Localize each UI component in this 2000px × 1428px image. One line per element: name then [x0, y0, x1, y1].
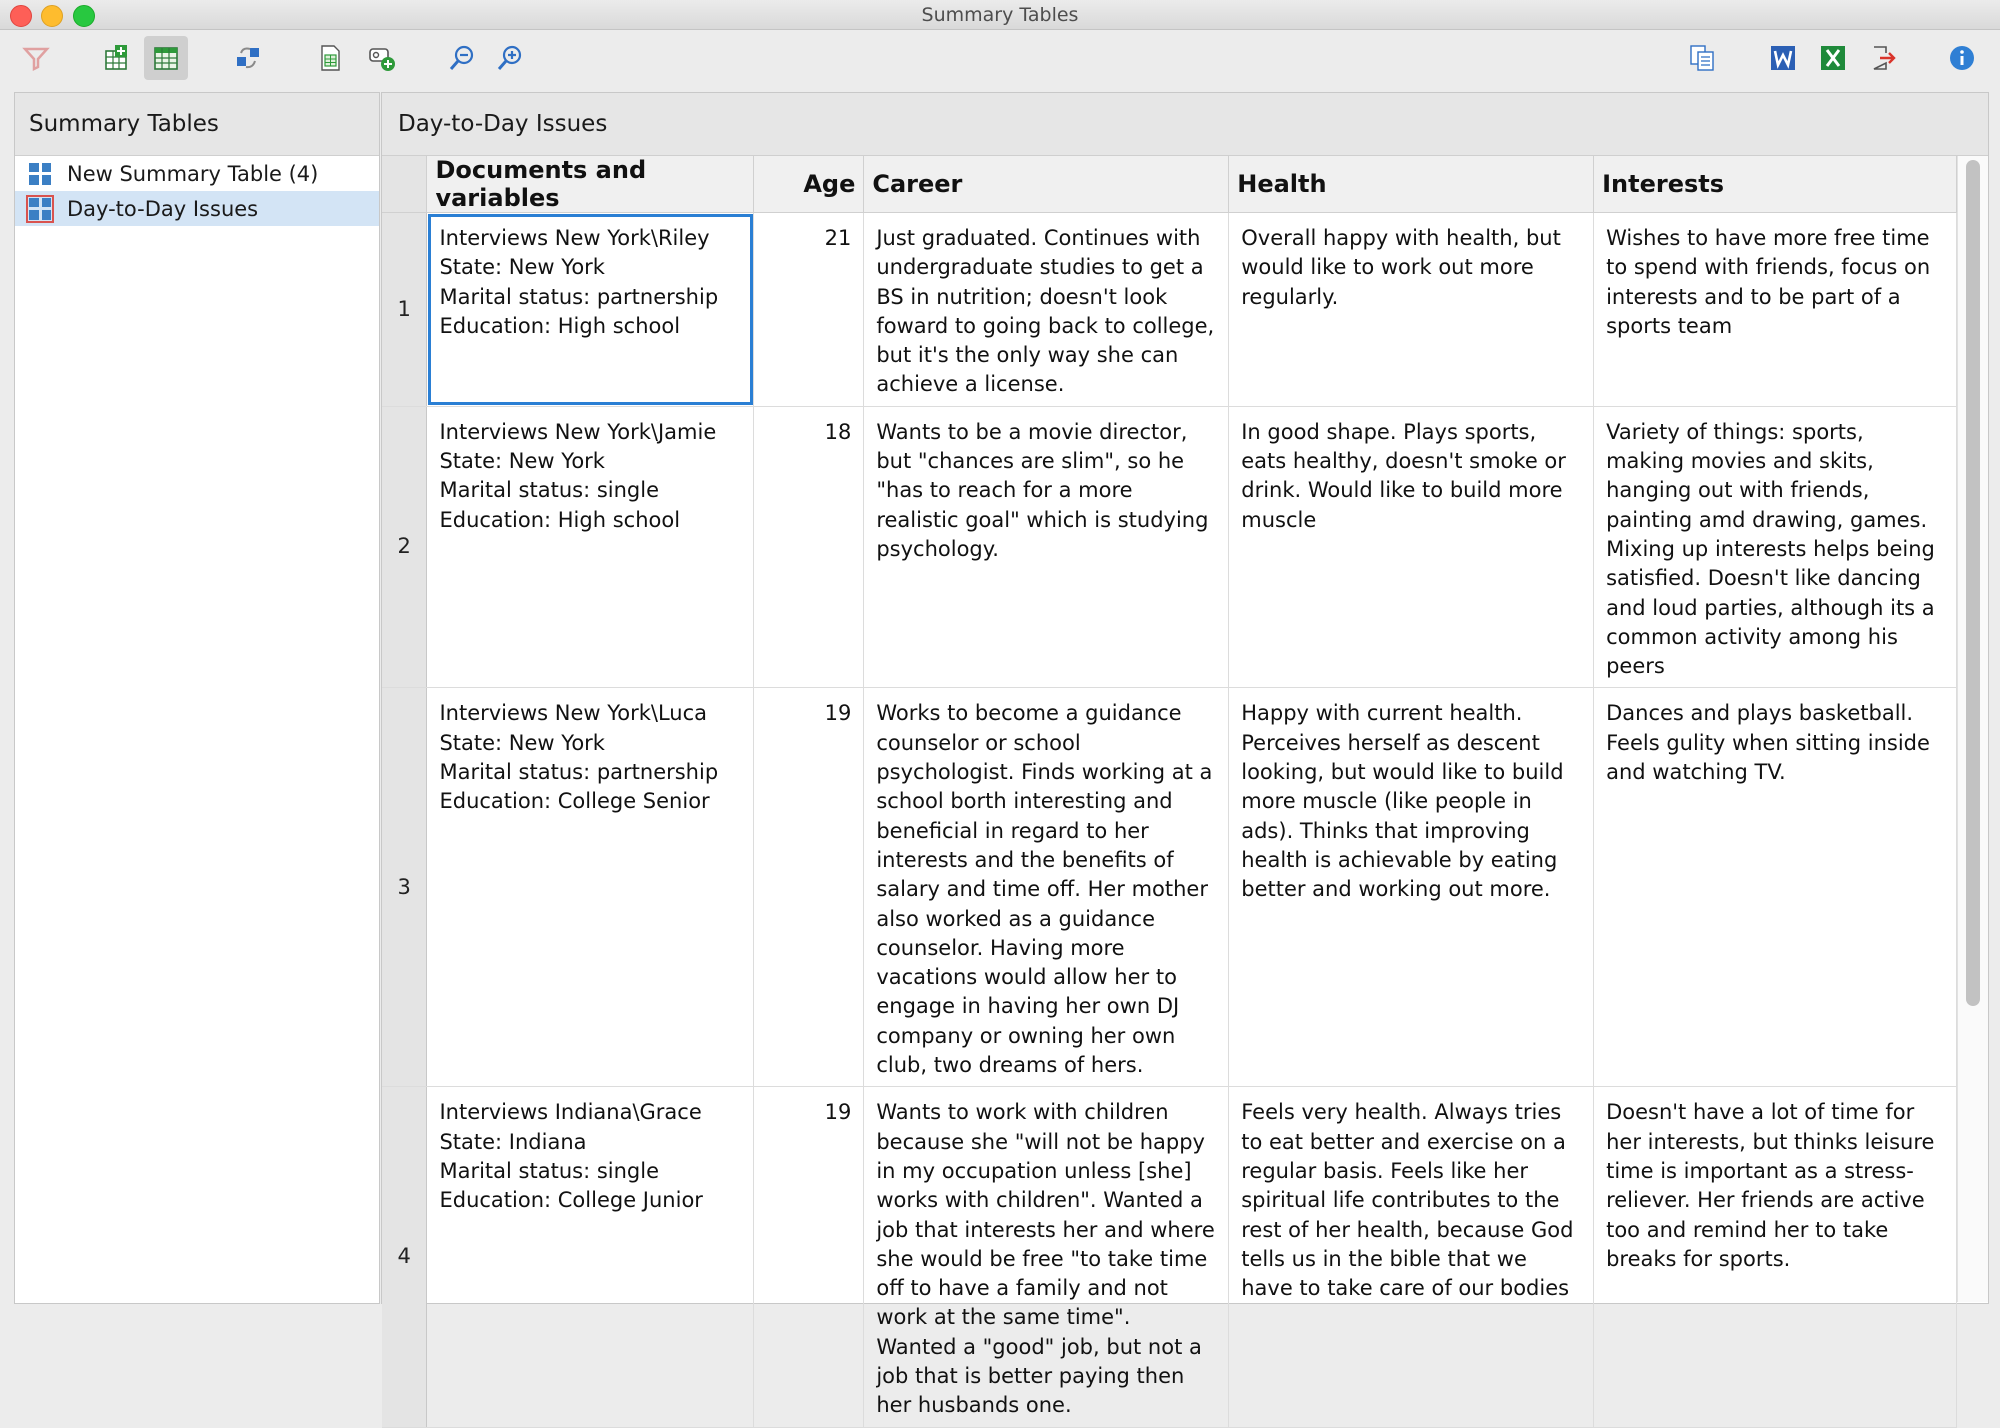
column-header-interests[interactable]: Interests: [1594, 156, 1957, 213]
panel-header: Summary Tables: [15, 93, 379, 156]
tree-item-new-summary-table[interactable]: [15, 156, 379, 191]
row-number[interactable]: 4: [382, 1087, 427, 1427]
row-number[interactable]: 2: [382, 406, 427, 688]
column-header-health[interactable]: Health: [1229, 156, 1594, 213]
career-cell[interactable]: Wants to work with children because she "will not be happy in my occupation unless [she] works with children". Wanted a job that interests her and where she would be free "to take time off to have a family and not work at the same time". Wanted a "good" job, but not a job that is better paying then her husbands one.: [864, 1087, 1229, 1427]
exit-export-button[interactable]: [1861, 36, 1905, 80]
interests-cell[interactable]: Dances and plays basketball. Feels gulity when sitting inside and watching TV.: [1594, 688, 1957, 1087]
education-variable: Education: College Junior: [439, 1188, 703, 1213]
marital-variable: Marital status: single: [439, 1158, 659, 1183]
info-icon: [1947, 43, 1977, 73]
info-button[interactable]: [1940, 36, 1984, 80]
marital-variable: Marital status: single: [439, 478, 659, 503]
header-row: [382, 156, 1957, 213]
career-cell[interactable]: Just graduated. Continues with undergraduate studies to get a BS in nutrition; doesn't look foward to going back to college, but it's the only way she can achieve a license.: [864, 213, 1229, 407]
table-title: Day-to-Day Issues: [382, 93, 1988, 156]
state-variable: State: New York: [439, 255, 605, 280]
zoom-out-button[interactable]: [440, 36, 484, 80]
summary-table: [382, 156, 1957, 1428]
health-cell[interactable]: In good shape. Plays sports, eats healthy, doesn't smoke or drink. Would like to build more muscle: [1229, 406, 1594, 688]
documents-cell[interactable]: [427, 688, 754, 1087]
table-row: [382, 1087, 1957, 1427]
add-table-icon: [101, 43, 131, 73]
word-export-icon: [1768, 43, 1798, 73]
interests-cell[interactable]: Doesn't have a lot of time for her interests, but thinks leisure time is important as a stress-reliever. Her friends are active too and remind her to take breaks for sports.: [1594, 1087, 1957, 1427]
health-cell[interactable]: Happy with current health. Perceives herself as descent looking, but would like to build more muscle (like people in ads). Thinks that improving health is achievable by eating better and working out more.: [1229, 688, 1594, 1087]
row-number[interactable]: 3: [382, 688, 427, 1087]
education-variable: Education: College Senior: [439, 789, 710, 814]
document-name: Interviews New York\Jamie: [439, 419, 717, 444]
education-variable: Education: High school: [439, 507, 681, 532]
swap-button[interactable]: [226, 36, 270, 80]
marital-variable: Marital status: partnership: [439, 284, 719, 309]
add-link-button[interactable]: [360, 36, 404, 80]
interests-cell[interactable]: Variety of things: sports, making movies and skits, hanging out with friends, painting amd drawing, games. Mixing up interests helps being satisfied. Doesn't like dancing and loud parties, although its a common activity among his peers: [1594, 406, 1957, 688]
zoom-in-icon: [495, 43, 525, 73]
exit-export-icon: [1868, 43, 1898, 73]
column-header-career[interactable]: Career: [864, 156, 1229, 213]
row-number[interactable]: 1: [382, 213, 427, 407]
column-header-age[interactable]: Age: [754, 156, 864, 213]
age-cell[interactable]: 21: [754, 213, 864, 407]
tree-item-label: New Summary Table (4): [67, 161, 319, 186]
table-row: [382, 406, 1957, 688]
documents-cell[interactable]: [427, 406, 754, 688]
summary-grid: [382, 156, 1957, 1418]
health-cell[interactable]: Feels very health. Always tries to eat better and exercise on a regular basis. Feels like her spiritual life contributes to the rest of her health, because God tells us in the bible that we have to take care of our bodies: [1229, 1087, 1594, 1427]
state-variable: State: New York: [439, 449, 605, 474]
swap-icon: [233, 43, 263, 73]
table-view-icon: [151, 43, 181, 73]
zoom-in-button[interactable]: [488, 36, 532, 80]
age-cell[interactable]: 19: [754, 688, 864, 1087]
interests-cell[interactable]: Wishes to have more free time to spend with friends, focus on interests and to be part of a sports team: [1594, 213, 1957, 407]
career-cell[interactable]: Wants to be a movie director, but "chances are slim", so he "has to reach for a more realistic goal" which is studying psychology.: [864, 406, 1229, 688]
excel-export-button[interactable]: [1811, 36, 1855, 80]
documents-cell[interactable]: [427, 213, 754, 407]
corner-cell[interactable]: [382, 156, 427, 213]
word-export-button[interactable]: [1761, 36, 1805, 80]
state-variable: State: New York: [439, 730, 605, 755]
toolbar: [0, 30, 2000, 90]
add-link-icon: [367, 43, 397, 73]
zoom-out-icon: [447, 43, 477, 73]
health-cell[interactable]: Overall happy with health, but would like to work out more regularly.: [1229, 213, 1594, 407]
excel-export-icon: [1818, 43, 1848, 73]
spreadsheet-icon: [315, 43, 345, 73]
tree-item-day-to-day-issues[interactable]: [15, 191, 379, 226]
scrollbar-thumb[interactable]: [1966, 160, 1980, 1006]
copy-doc-icon: [1687, 43, 1717, 73]
column-header-documents[interactable]: Documents and variables: [427, 156, 754, 213]
tree-item-label: Day-to-Day Issues: [67, 196, 259, 221]
filter-button[interactable]: [14, 36, 58, 80]
table-row: [382, 213, 1957, 407]
documents-cell[interactable]: [427, 1087, 754, 1427]
education-variable: Education: High school: [439, 313, 681, 338]
window-title: Summary Tables: [921, 4, 1079, 26]
vertical-scrollbar[interactable]: [1957, 156, 1988, 1302]
table-row: [382, 688, 1957, 1087]
age-cell[interactable]: 19: [754, 1087, 864, 1427]
summary-table-view: [381, 92, 1989, 1418]
table-grid-icon: [29, 198, 51, 220]
summary-tables-panel: [14, 92, 380, 1304]
table-view-button[interactable]: [144, 36, 188, 80]
age-cell[interactable]: 18: [754, 406, 864, 688]
document-name: Interviews New York\Luca: [439, 701, 708, 726]
copy-doc-button[interactable]: [1680, 36, 1724, 80]
title-bar: [0, 0, 2000, 30]
spreadsheet-button[interactable]: [308, 36, 352, 80]
state-variable: State: Indiana: [439, 1129, 587, 1154]
table-grid-icon: [29, 163, 51, 185]
filter-icon: [21, 43, 51, 73]
career-cell[interactable]: Works to become a guidance counselor or school psychologist. Finds working at a school borth interesting and beneficial in regard to her interests and the benefits of salary and time off. Her mother also worked as a guidance counselor. Having more vacations would allow her to engage in having her own DJ company or owning her own club, two dreams of hers.: [864, 688, 1229, 1087]
document-name: Interviews Indiana\Grace: [439, 1100, 702, 1125]
marital-variable: Marital status: partnership: [439, 760, 719, 785]
document-name: Interviews New York\Riley: [439, 226, 710, 250]
add-table-button[interactable]: [94, 36, 138, 80]
